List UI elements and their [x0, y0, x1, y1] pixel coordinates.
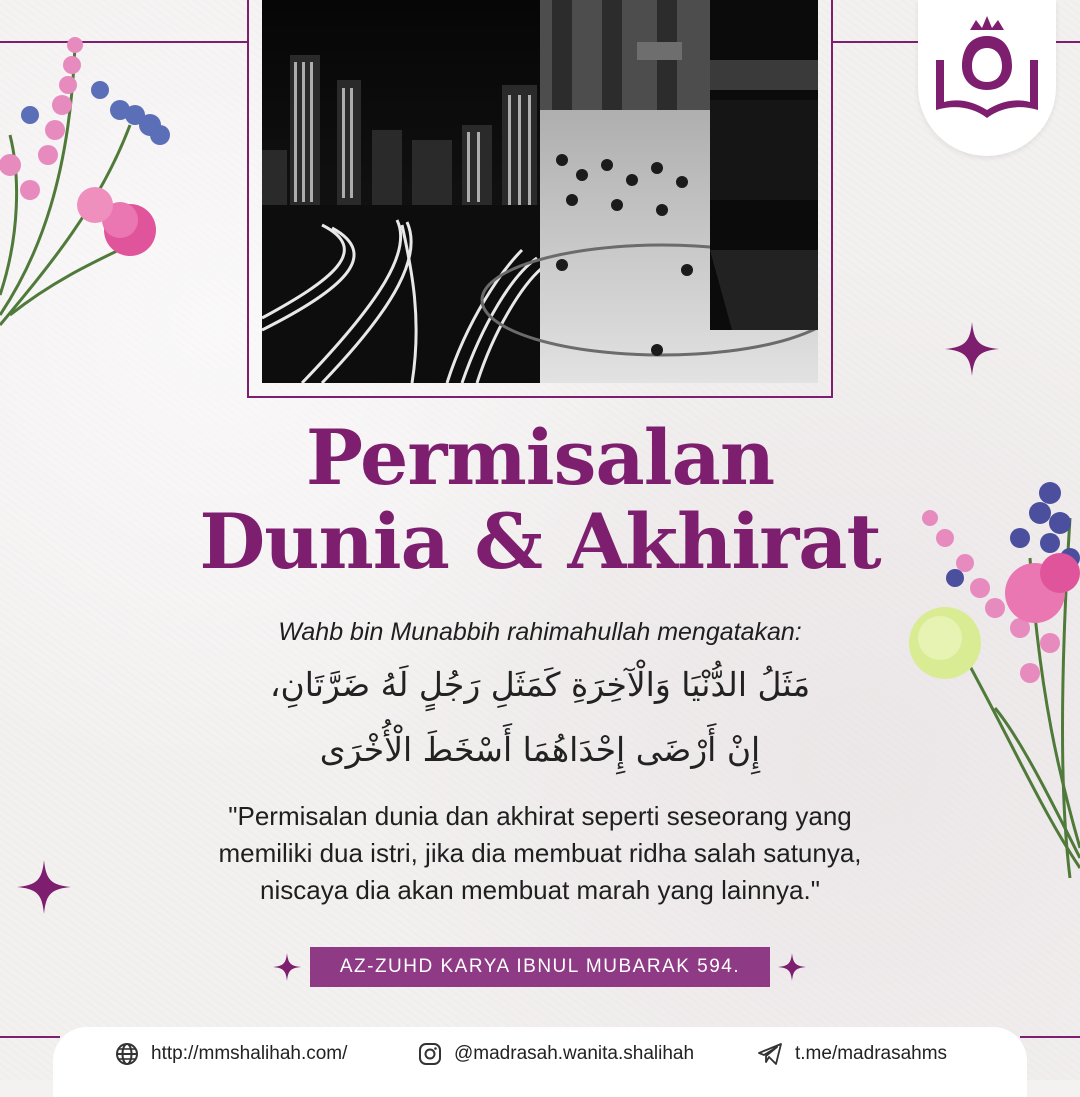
instagram-handle[interactable]: @madrasah.wanita.shalihah	[454, 1043, 695, 1064]
logo-icon	[918, 0, 1056, 156]
flower-bouquet-right	[900, 478, 1080, 878]
translation-line: niscaya dia akan membuat marah yang lainnya."	[260, 875, 820, 905]
arabic-line1: مَثَلُ الدُّنْيَا وَالْآخِرَةِ كَمَثَلِ رَجُلٍ لَهُ ضَرَّتَانِ،	[269, 665, 811, 704]
globe-icon	[115, 1042, 139, 1066]
city-and-kaaba-photo	[262, 0, 818, 383]
page-title-line1: Permisalan	[305, 413, 775, 502]
footer-website[interactable]	[115, 1041, 347, 1067]
header-photo	[262, 0, 818, 383]
sparkle-icon	[17, 860, 71, 914]
instagram-icon	[418, 1042, 442, 1066]
page-title-line2: Dunia & Akhirat	[199, 497, 881, 586]
telegram-icon	[757, 1042, 783, 1066]
footer-instagram[interactable]	[418, 1041, 694, 1067]
intro-text: Wahb bin Munabbih rahimahullah mengatakan:	[278, 618, 802, 646]
bottom-line-right	[1020, 1036, 1080, 1038]
source-badge: AZ-ZUHD KARYA IBNUL MUBARAK 594.	[310, 947, 770, 987]
telegram-link[interactable]: t.me/madrasahms	[795, 1043, 948, 1064]
translation-line: memiliki dua istri, jika dia membuat ridha salah satunya,	[218, 838, 862, 868]
sparkle-icon	[778, 953, 806, 981]
bottom-line-left	[0, 1036, 60, 1038]
arabic-line2: إِنْ أَرْضَى إِحْدَاهُمَا أَسْخَطَ الْأُخْرَى	[319, 730, 761, 769]
logo-badge	[918, 0, 1056, 156]
sparkle-icon	[945, 322, 999, 376]
flower-bouquet-left	[0, 15, 180, 335]
website-link[interactable]: http://mmshalihah.com/	[151, 1043, 348, 1064]
sparkle-icon	[273, 953, 301, 981]
footer-telegram[interactable]	[757, 1041, 947, 1067]
translation-line: "Permisalan dunia dan akhirat seperti seseorang yang	[228, 801, 852, 831]
